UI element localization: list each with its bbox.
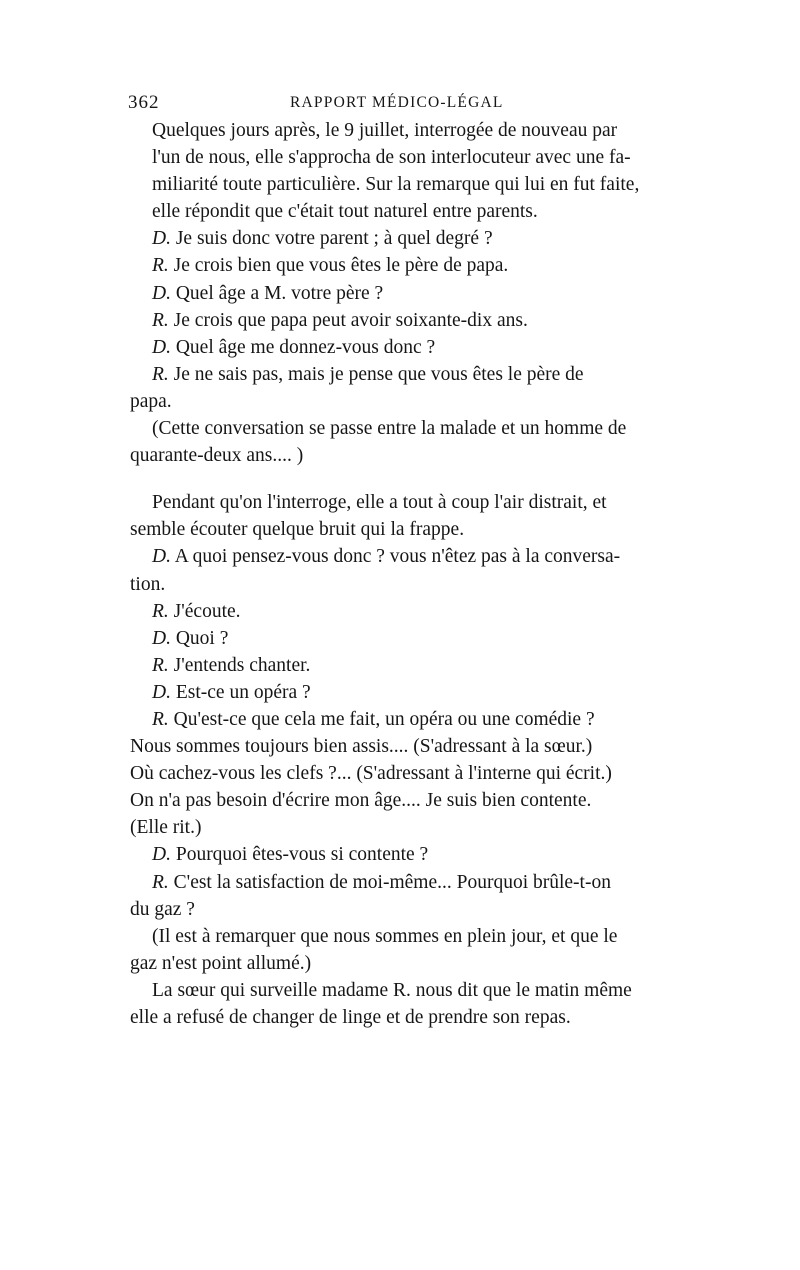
text-line: Quelques jours après, le 9 juillet, interrogée de nouveau par [152,120,618,141]
text-line: Pendant qu'on l'interroge, elle a tout à coup l'air distrait, et [152,492,607,514]
dialogue-text-continued: du gaz ? [130,898,195,920]
page-body [130,117,668,1031]
dialogue-answer [130,307,668,334]
text-line: miliarité toute particulière. Sur la remarque qui lui en fut faite, [152,174,640,196]
dialogue-text: J'entends chanter. [173,654,311,676]
speaker-label: R. [152,654,169,676]
dialogue-question [130,543,668,597]
dialogue-text: Pourquoi êtes-vous si contente ? [175,844,429,866]
dialogue-answer [130,252,668,279]
dialogue-text-continued: tion. [130,573,166,595]
paragraph-narrative [130,489,668,543]
dialogue-question [130,841,668,868]
speaker-label: D. [152,282,171,304]
speaker-label: D. [152,546,171,568]
dialogue-answer [130,598,668,625]
dialogue-text: Quoi ? [175,627,229,649]
speaker-label: D. [152,627,171,649]
dialogue-text: Qu'est-ce que cela me fait, un opéra ou une comédie ? [173,708,595,730]
speaker-label: R. [152,600,169,622]
page-header [128,92,668,116]
dialogue-answer [130,869,668,923]
text-line: elle a refusé de changer de linge et de prendre son repas. [130,1007,571,1028]
dialogue-text: Est-ce un opéra ? [175,681,311,703]
dialogue-text-continued: Où cachez-vous les clefs ?... (S'adressant à l'interne qui écrit.) [130,763,612,785]
speaker-label: D. [152,336,171,358]
dialogue-text-continued: Nous sommes toujours bien assis.... (S'adressant à la sœur.) [130,736,593,758]
paragraph-intro [130,117,668,225]
dialogue-text: A quoi pensez-vous donc ? vous n'êtez pas à la conversa- [174,546,621,568]
dialogue-question [130,679,668,706]
dialogue-text-continued: On n'a pas besoin d'écrire mon âge.... Je suis bien contente. [130,790,592,812]
text-line: quarante-deux ans.... ) [130,445,304,467]
paragraph-closing [130,977,668,1031]
text-line: gaz n'est point allumé.) [130,952,312,974]
speaker-label: R. [152,309,169,331]
speaker-label: D. [152,228,171,250]
dialogue-question [130,334,668,361]
speaker-label: R. [152,255,169,277]
speaker-label: R. [152,708,169,730]
speaker-label: D. [152,844,171,866]
dialogue-text: Je crois que papa peut avoir soixante-dix ans. [173,309,528,331]
text-line: semble écouter quelque bruit qui la frappe. [130,519,465,541]
text-line: l'un de nous, elle s'approcha de son interlocuteur avec une fa- [152,147,631,169]
dialogue-text: Je crois bien que vous êtes le père de papa. [173,255,509,277]
dialogue-answer [130,652,668,679]
parenthetical-note [130,415,668,469]
dialogue-text: Quel âge a M. votre père ? [175,282,384,304]
speaker-label: R. [152,363,169,385]
page-number: 362 [128,92,160,113]
dialogue-text: C'est la satisfaction de moi-même... Pourquoi brûle-t-on [173,871,611,893]
parenthetical-note [130,923,668,977]
dialogue-answer [130,361,668,415]
text-line: (Cette conversation se passe entre la malade et un homme de [152,418,627,440]
text-line: La sœur qui surveille madame R. nous dit que le matin même [152,979,632,1001]
dialogue-answer [130,706,668,841]
text-line: (Il est à remarquer que nous sommes en plein jour, et que le [152,925,618,947]
section-gap [130,469,668,489]
dialogue-text: Quel âge me donnez-vous donc ? [175,336,436,358]
dialogue-question [130,225,668,252]
dialogue-text-continued: papa. [130,390,172,412]
running-title: RAPPORT MÉDICO-LÉGAL [290,94,504,111]
text-line: elle répondit que c'était tout naturel entre parents. [152,201,538,223]
dialogue-question [130,280,668,307]
dialogue-text: J'écoute. [173,600,241,622]
dialogue-text: Je suis donc votre parent ; à quel degré ? [175,228,493,250]
speaker-label: R. [152,871,169,893]
dialogue-text: Je ne sais pas, mais je pense que vous êtes le père de [173,363,584,385]
dialogue-text-continued: (Elle rit.) [130,817,202,839]
speaker-label: D. [152,681,171,703]
dialogue-question [130,625,668,652]
